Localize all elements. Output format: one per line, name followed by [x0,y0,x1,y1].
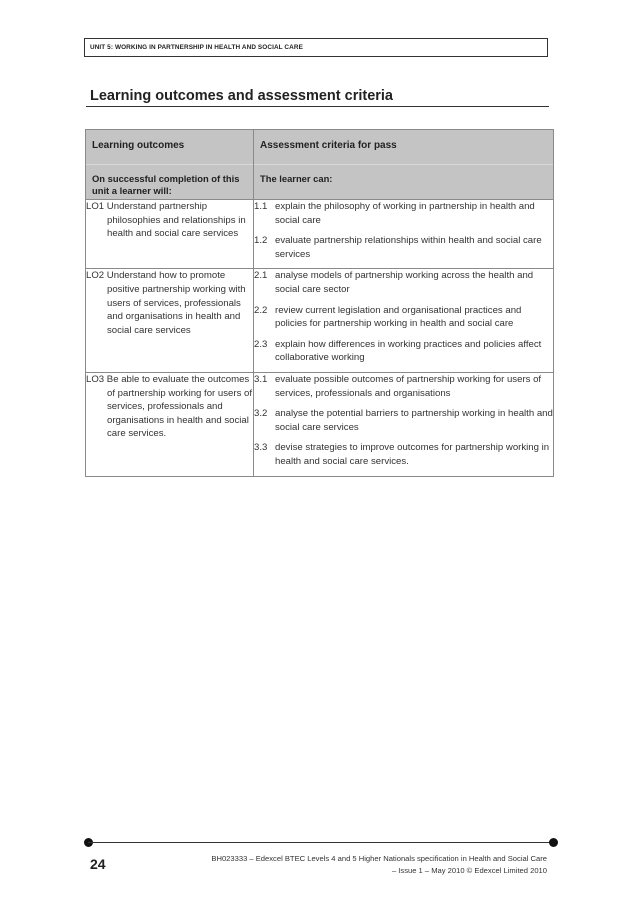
learning-outcome: LO3 Be able to evaluate the outcomes of partnership working for users of services, professionals and organisations in health and social care services. [86,373,253,440]
criterion-text: evaluate partnership relationships within health and social care services [275,235,542,260]
criterion-number: 3.2 [254,408,268,420]
criteria-cell [254,200,554,269]
criterion [254,407,553,434]
outcomes-header-cell [86,130,254,200]
criteria-header-cell [254,130,554,200]
criterion-number: 2.3 [254,338,268,350]
learning-outcome: LO1 Understand partnership philosophies and relationships in health and social care services [86,201,246,240]
criterion-text: analyse models of partnership working across the health and social care sector [275,270,534,295]
table-header-row [86,130,554,200]
page-number: 24 [90,856,106,872]
section-divider [86,106,549,107]
criterion [254,200,553,227]
criterion [254,441,553,468]
criterion-text: explain the philosophy of working in partnership in health and social care [275,201,535,226]
table-row [86,269,554,373]
unit-header: UNIT 5: WORKING IN PARTNERSHIP IN HEALTH AND SOCIAL CARE [84,38,548,57]
criterion-text: review current legislation and organisational practices and policies for partnership working in health and social care [275,304,522,330]
footer-line-1: BH023333 – Edexcel BTEC Levels 4 and 5 Higher Nationals specification in Health and Social Care [211,854,547,863]
criterion-number: 3.1 [254,373,268,385]
learning-outcome: LO2 Understand how to promote positive partnership working with users of services, professionals and organisations in health and social care services [86,270,246,336]
criterion-number: 2.1 [254,270,268,282]
criterion-text: evaluate possible outcomes of partnership working for users of services, professionals and organisations [275,373,542,399]
table-row [86,200,554,269]
criteria-cell [254,372,554,476]
outcomes-column-title: Learning outcomes [86,130,253,165]
criterion-number: 2.2 [254,304,268,316]
criterion-text: devise strategies to improve outcomes for partnership working in health and social care services. [275,442,550,467]
criterion-text: analyse the potential barriers to partnership working in health and social care services [275,408,553,433]
outcome-cell [86,269,254,373]
criterion-text: explain how differences in working practices and policies affect collaborative working [275,338,542,364]
criterion-number: 1.2 [254,235,268,247]
criterion-number: 1.1 [254,201,268,212]
criteria-column-subtitle: The learner can: [260,173,333,184]
criterion [254,234,553,261]
criteria-cell [254,269,554,373]
outcome-cell [86,372,254,476]
criterion [254,373,553,400]
criteria-column-title: Assessment criteria for pass [254,130,553,165]
table-row [86,372,554,476]
outcomes-column-subtitle: On successful completion of this unit a learner will: [92,173,240,196]
footer-divider [88,842,554,843]
footer-right-dot [549,838,558,847]
section-title: Learning outcomes and assessment criteria [90,88,393,104]
criterion [254,304,553,331]
criterion [254,338,553,365]
criterion-number: 3.3 [254,442,268,454]
outcome-cell [86,200,254,269]
outcomes-table [85,129,554,477]
criterion [254,269,553,296]
footer-text [160,853,547,877]
footer-line-2: – Issue 1 – May 2010 © Edexcel Limited 2010 [391,866,547,875]
